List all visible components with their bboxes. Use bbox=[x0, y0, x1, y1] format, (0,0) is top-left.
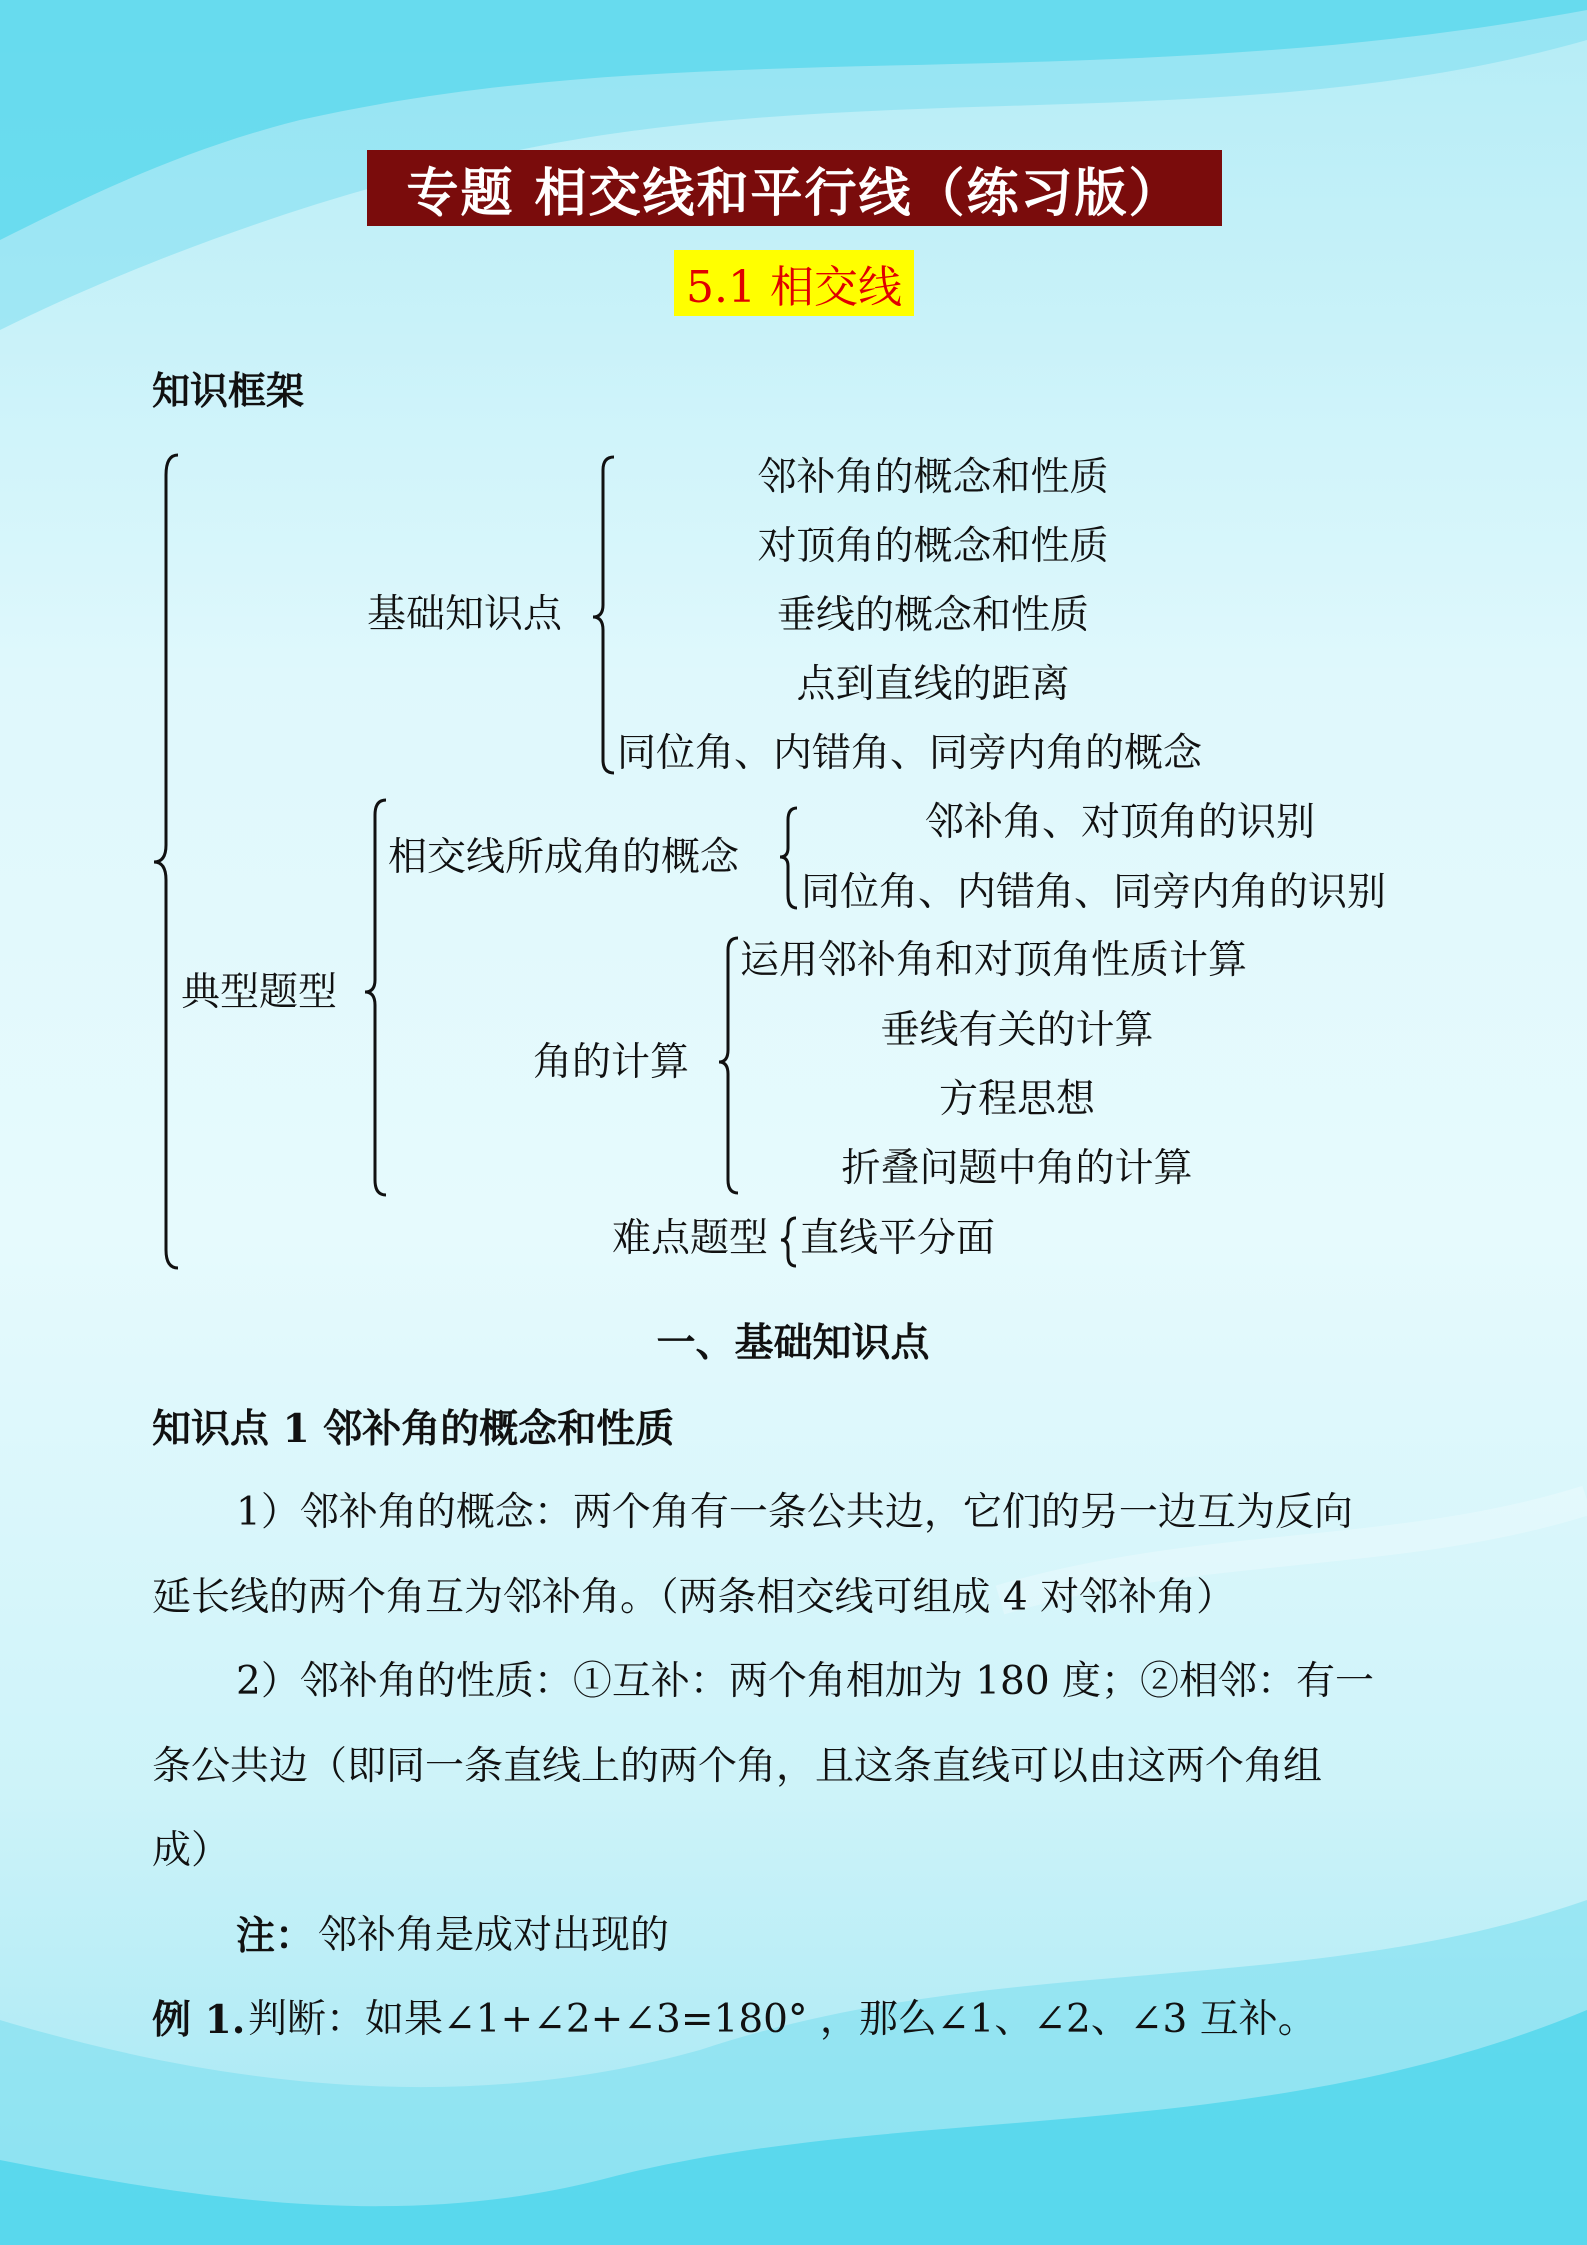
calc-label: 角的计算 bbox=[533, 1040, 690, 1085]
section-heading: 一、基础知识点 bbox=[656, 1320, 930, 1366]
brace-concept bbox=[780, 808, 797, 908]
subtitle-banner bbox=[674, 250, 914, 316]
concept-item: 邻补角、对顶角的识别 bbox=[924, 800, 1316, 845]
brace-hard bbox=[781, 1218, 796, 1266]
brace-outer bbox=[154, 455, 178, 1268]
framework-heading: 知识框架 bbox=[152, 368, 305, 413]
paragraph-line: 2）邻补角的性质：①互补：两个角相加为 180 度；②相邻：有一 bbox=[236, 1659, 1375, 1704]
example-label: 例 1. bbox=[152, 1997, 246, 2043]
calc-item: 方程思想 bbox=[938, 1077, 1096, 1122]
calc-item: 折叠问题中角的计算 bbox=[841, 1146, 1193, 1191]
paragraph-line: 成） bbox=[152, 1828, 231, 1873]
typical-label: 典型题型 bbox=[181, 970, 338, 1015]
paragraph-line: 条公共边（即同一条直线上的两个角，且这条直线可以由这两个角组 bbox=[152, 1744, 1323, 1789]
basics-item: 邻补角的概念和性质 bbox=[757, 455, 1109, 500]
title-banner bbox=[367, 150, 1222, 226]
hard-label: 难点题型 bbox=[612, 1216, 769, 1261]
brace-typical bbox=[365, 800, 386, 1195]
basics-item: 同位角、内错角、同旁内角的概念 bbox=[617, 731, 1203, 776]
concept-item: 同位角、内错角、同旁内角的识别 bbox=[801, 870, 1387, 915]
basics-item: 点到直线的距离 bbox=[796, 662, 1070, 707]
basics-item: 对顶角的概念和性质 bbox=[757, 524, 1109, 569]
basics-label: 基础知识点 bbox=[367, 592, 563, 637]
concept-label: 相交线所成角的概念 bbox=[388, 835, 740, 880]
example-text: 判断：如果∠1+∠2+∠3=180° ，那么∠1、∠2、∠3 互补。 bbox=[248, 1997, 1317, 2042]
note-label: 注： bbox=[236, 1913, 315, 1959]
brace-calc bbox=[719, 938, 738, 1193]
note-text: 邻补角是成对出现的 bbox=[318, 1913, 670, 1958]
calc-item: 垂线有关的计算 bbox=[880, 1008, 1154, 1053]
hard-item: 直线平分面 bbox=[800, 1216, 996, 1261]
page-title: 专题 相交线和平行线（练习版） bbox=[406, 162, 1183, 224]
paragraph-line: 延长线的两个角互为邻补角。（两条相交线可组成 4 对邻补角） bbox=[152, 1575, 1236, 1620]
brace-basics bbox=[593, 457, 614, 773]
basics-item: 垂线的概念和性质 bbox=[776, 593, 1090, 638]
page-subtitle: 5.1 相交线 bbox=[686, 262, 902, 313]
knowledge-point-title: 知识点 1 邻补角的概念和性质 bbox=[152, 1406, 675, 1452]
calc-item: 运用邻补角和对顶角性质计算 bbox=[740, 938, 1248, 983]
paragraph-line: 1）邻补角的概念：两个角有一条公共边，它们的另一边互为反向 bbox=[236, 1490, 1353, 1535]
